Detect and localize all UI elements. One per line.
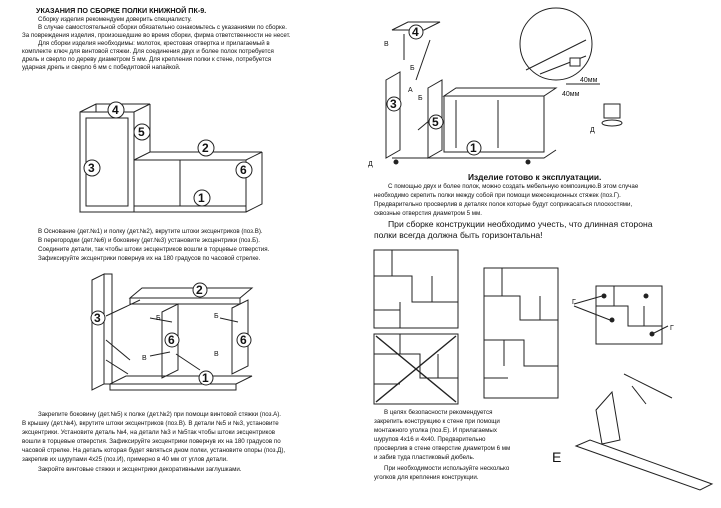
step2-line: В крышку (дет.№4), вкрутите штоки эксцентриков (поз.В). В детали №5 и №3, установите — [22, 420, 279, 427]
callout-label: Б — [410, 65, 415, 72]
callout-label: Е — [552, 449, 562, 465]
top-assembly-diagram — [386, 8, 622, 164]
callout-label: А — [408, 87, 413, 94]
callout-label: Д — [590, 127, 595, 134]
composition-diagram — [374, 250, 712, 490]
intro-line: Сборку изделия рекомендуем доверить специалисту. — [38, 16, 192, 23]
warning-line: При сборке конструкции необходимо учесть, что длинная сторона — [388, 219, 653, 229]
callout-label: Б — [418, 95, 423, 102]
part-number: 6 — [240, 163, 247, 177]
callout-label: В — [384, 41, 389, 48]
safety-line: В целях безопасности рекомендуется — [384, 409, 493, 416]
page-title: УКАЗАНИЯ ПО СБОРКЕ ПОЛКИ КНИЖНОЙ ПК-9. — [36, 6, 207, 15]
part-number: 2 — [196, 283, 203, 297]
product-ready-heading: Изделие готово к эксплуатации. — [468, 172, 602, 182]
combo-line: необходимо скрепить полки между собой при помощи межсекционных стяжек (поз.Г). — [374, 192, 621, 199]
part-number: 6 — [240, 333, 247, 347]
part-number: 5 — [432, 115, 439, 129]
intro-line: дрель и сверло по дереву диаметром 5 мм. Для крепления полки к стене, потребуется — [22, 56, 272, 63]
part-number: 6 — [168, 333, 175, 347]
dimension-label: 40мм — [580, 77, 598, 84]
combo-line: Предварительно просверлив в деталях полок которые будут соприкасаться плоскостями, — [374, 201, 633, 208]
part-number: 4 — [412, 25, 419, 39]
step2-line: закрепив их шурупами 4х25 (поз.И), примерно в 40 мм от углов детали. — [22, 456, 228, 463]
part-number: 2 — [202, 141, 209, 155]
warning-line: полки всегда должна быть горизонтальна! — [374, 230, 543, 240]
intro-line: ударная дрель и сверло 6 мм с победитовой напайкой. — [22, 64, 181, 71]
safety-line: шурупов 4х16 и 4х40. Предварительно — [374, 436, 486, 443]
step2-line: вошли в торцевые отверстия. Зафиксируйте эксцентрики повернув их на 180 градусов по — [22, 438, 281, 445]
callout-label: В — [214, 351, 219, 358]
step2-line: Закрепите боковину (дет.№5) к полке (дет.№2) при помощи винтовой стяжки (поз.А). — [38, 411, 282, 418]
callout-label: Б — [156, 315, 161, 322]
safety-line: закрепить конструкцию к стене при помощи — [374, 418, 500, 425]
step1-line: Зафиксируйте эксцентрики повернув их на 180 градусов по часовой стрелке. — [38, 255, 261, 262]
part-number: 3 — [88, 161, 95, 175]
callout-label: Б — [214, 313, 219, 320]
safety-line: монтажного уголка (поз.Е). И прилагаемых — [374, 427, 497, 434]
exploded-assembly-diagram — [91, 274, 252, 390]
step1-line: В перегородки (дет.№6) и боковину (дет.№3) установите эксцентрики (поз.Б). — [38, 237, 260, 244]
intro-line: В случае самостоятельной сборки обязательно ознакомьтесь с указаниями по сборке. — [38, 24, 287, 31]
combo-line: С помощью двух и более полок, можно создать мебельную композицию.В этом случае — [388, 183, 639, 190]
callout-label: В — [142, 355, 147, 362]
callout-label: Г — [572, 299, 576, 306]
dimension-label: 40мм — [562, 91, 580, 98]
step2-line: эксцентрики. Установите деталь №4, на детали №3 и №5так чтобы штоки эксцентриков — [22, 429, 276, 436]
safety-line: просверлив в стене отверстие диаметром 6 мм — [374, 445, 511, 452]
part-number: 3 — [390, 97, 397, 111]
intro-line: Для сборки изделия необходимы: молоток, крестовая отвертка и прилагаемый в — [38, 40, 270, 47]
assembled-shelf-diagram — [80, 102, 262, 212]
part-number: 4 — [112, 103, 119, 117]
combo-line: сквозные отверстия диаметром 5 мм. — [374, 210, 483, 217]
step2-line: часовой стрелке. На деталь которая будет являться дном полки, установите опоры (поз.Д), — [22, 447, 286, 454]
part-number: 1 — [470, 141, 477, 155]
part-number: 1 — [202, 371, 209, 385]
step1-line: Соедините детали, так чтобы штоки эксцентриков вошли в торцевые отверстия. — [38, 246, 270, 253]
part-number: 3 — [94, 311, 101, 325]
safety-line: При необходимости используйте несколько — [384, 465, 510, 472]
part-number: 1 — [198, 191, 205, 205]
callout-label: Г — [670, 325, 674, 332]
callout-label: Д — [368, 161, 373, 168]
step1-line: В Основание (дет.№1) и полку (дет.№2), вкрутите штоки эксцентриков (поз.В). — [38, 228, 263, 235]
intro-line: За повреждения изделия, произошедшие во время сборки, фирма ответственности не несет. — [22, 32, 291, 39]
part-number: 5 — [138, 125, 145, 139]
step2-line: Закройте винтовые стяжки и эксцентрики декоративными заглушками. — [38, 466, 242, 473]
safety-line: уголков для крепления конструкции. — [374, 474, 479, 481]
safety-line: и забив туда пластиковый дюбель. — [374, 454, 475, 461]
intro-line: комплекте ключ для винтовой стяжки. Для соединения двух и более полок потребуется — [22, 48, 274, 55]
